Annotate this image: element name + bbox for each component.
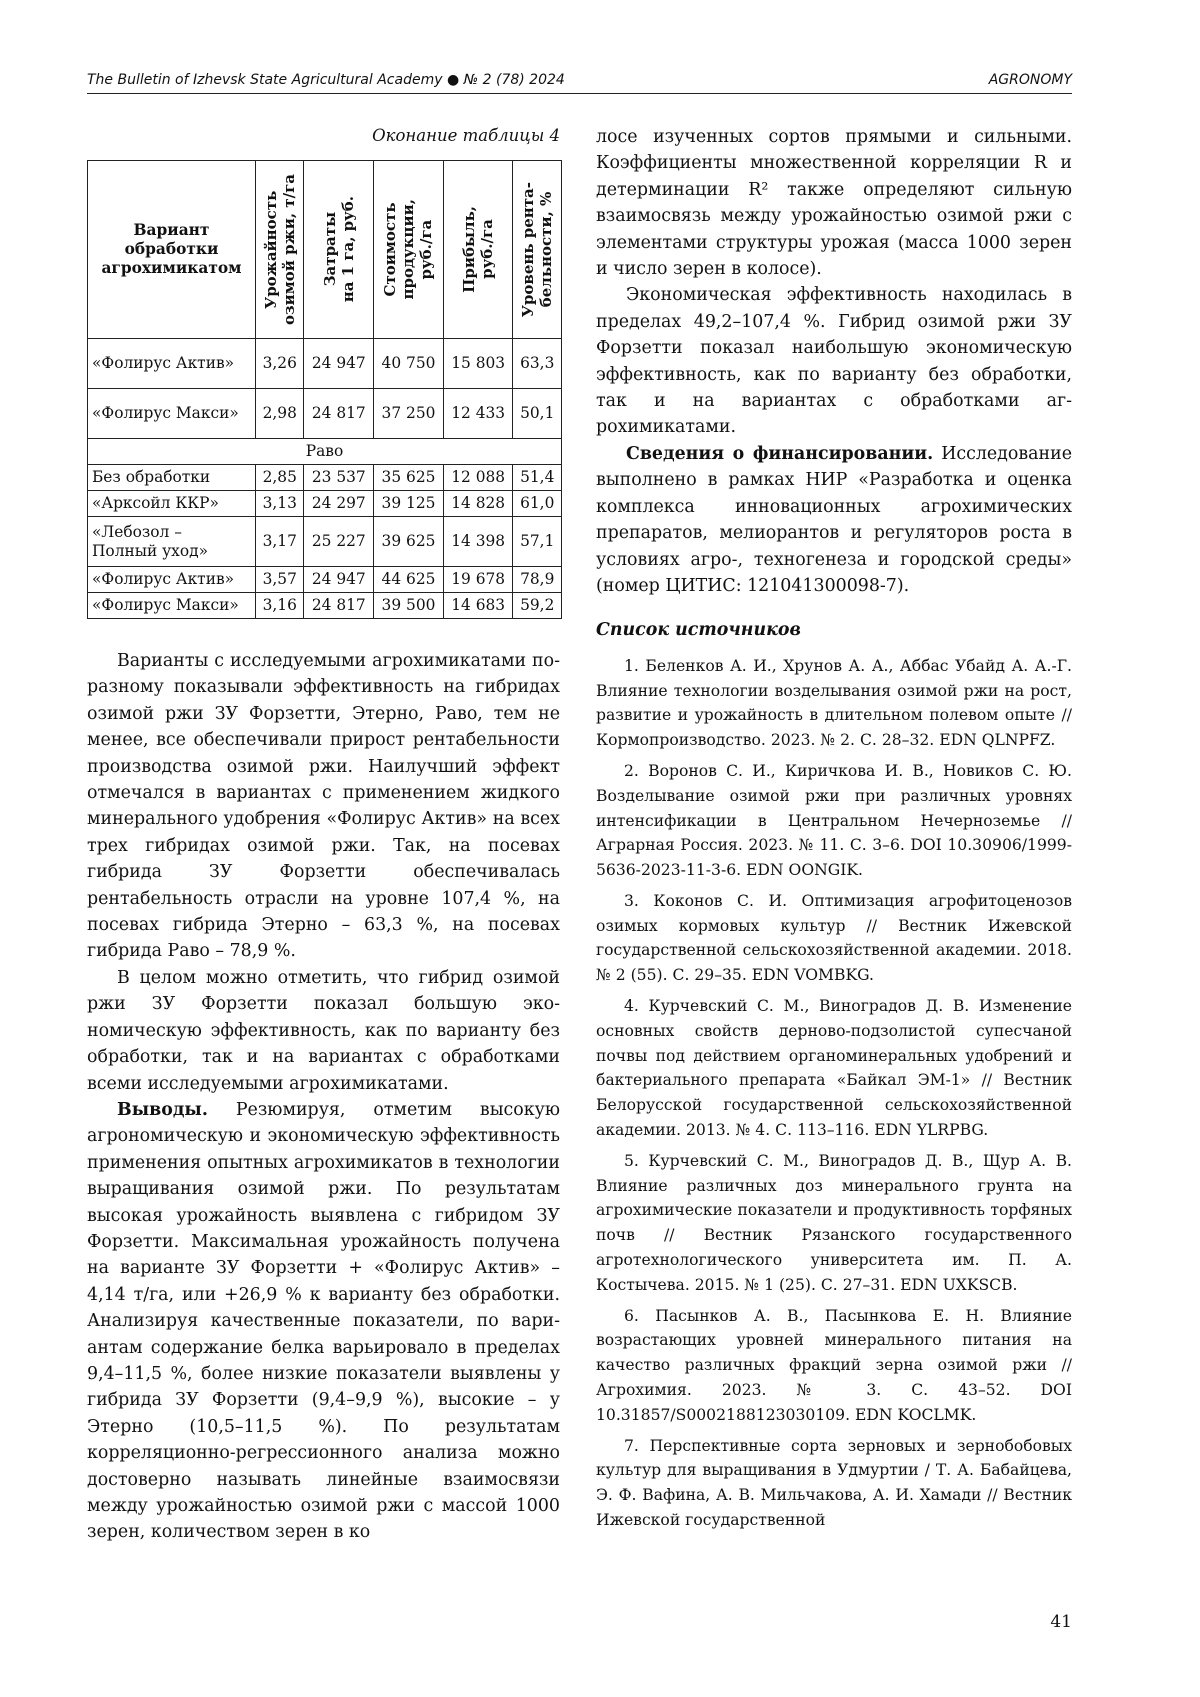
cell-value: 23 537 [304, 465, 374, 491]
paragraph: Экономическая эффективность находилась в пределах 49,2–107,4 %. Гибрид озимой ржи ЗУ Форзетти показал наибольшую экономическую эффективность, как по варианту без обработки, так и на вариантах с обработками агрохимикатами. [596, 285, 1072, 438]
paragraph: лосе изученных сортов прямыми и сильными. Коэффициенты множественной корреляции R и детерминации R² также определяют сильную взаимосвязь между урожайностью озимой ржи с элементами структуры урожая (масса 1000 зерен и число зерен в колосе). [596, 127, 1072, 280]
funding-heading: Сведения о финансировании. [626, 443, 934, 464]
cell-value: 44 625 [374, 567, 444, 593]
cell-value: 2,85 [256, 465, 304, 491]
cell-variant: «Лебозол – Полный уход» [88, 517, 256, 567]
paragraph: В целом можно отметить, что гибрид озимой ржи ЗУ Форзетти показал большую экономическую эффективность, как по варианту без обработки, так и на вариантах с обработками всеми исследуемыми агрохимикатами. [87, 967, 560, 1094]
cell-value: 40 750 [374, 339, 444, 389]
cell-variant: «Фолирус Макси» [88, 593, 256, 619]
header-variant: Вариант обработки агрохимикатом [88, 161, 256, 339]
data-table [87, 160, 562, 619]
cell-value: 3,16 [256, 593, 304, 619]
section-name: AGRONOMY [988, 72, 1072, 88]
cell-value: 39 125 [374, 491, 444, 517]
cell-value: 12 088 [443, 465, 513, 491]
cell-value: 24 817 [304, 389, 374, 439]
right-column [596, 124, 1072, 1539]
cell-value: 14 398 [443, 517, 513, 567]
cell-value: 61,0 [513, 491, 562, 517]
cell-value: 24 817 [304, 593, 374, 619]
cell-value: 15 803 [443, 339, 513, 389]
table-row [88, 339, 562, 389]
cell-variant: Без обработки [88, 465, 256, 491]
page-number: 41 [1050, 1612, 1072, 1632]
table-row [88, 593, 562, 619]
conclusions-heading: Выводы. [117, 1099, 208, 1120]
cell-value: 19 678 [443, 567, 513, 593]
table-row [88, 491, 562, 517]
cell-value: 63,3 [513, 339, 562, 389]
cell-value: 24 297 [304, 491, 374, 517]
cell-variant: «Арксойл ККР» [88, 491, 256, 517]
cell-value: 3,26 [256, 339, 304, 389]
header-yield: Урожайность озимой ржи, т/га [256, 161, 304, 339]
cell-value: 14 683 [443, 593, 513, 619]
reference-item: 1. Беленков А. И., Хрунов А. А., Аббас Убайд А. А.-Г. Влияние технологии возделывания озимой ржи на рост, развитие и урожайность в длительном полевом опыте // Кормопроизводство. 2023. № 2. С. 28–32. EDN QLNPFZ. [596, 656, 1072, 750]
reference-item: 4. Курчевский С. М., Виноградов Д. В. Изменение основных свойств дерново-подзолистой супесчаной почвы под действием органоминеральных удобрений и бактериального препарата «Байкал ЭМ-1» // Вестник Белорусской государственной сельскохозяйственной академии. 2013. № 4. С. 113–116. EDN YLRPBG. [596, 997, 1072, 1140]
cell-value: 35 625 [374, 465, 444, 491]
cell-variant: «Фолирус Макси» [88, 389, 256, 439]
conclusions-text: Резюмируя, отметим высокую агрономическую и экономическую эффективность применения опытных агрохимикатов в технологии выращивания озимой ржи. По результатам высокая урожайность выявлена с гибридом ЗУ Форзетти. Максимальная урожайность получена на варианте ЗУ Форзетти + «Фолирус Актив» – 4,14 т/га, или +26,9 % к варианту без обработки. Анализируя качественные показатели, по вариантам содержание белка варьировало в пределах 9,4–11,5 %, более низкие показатели выявлены у гибрида ЗУ Форзетти (9,4–9,9 %), высокие – у Этерно (10,5–11,5 %). По результатам корреляционно-регрессионного анализа можно достоверно называть линейные взаимосвязи между урожайностью озимой ржи с массой 1000 зерен, количеством зерен в ко [87, 1099, 560, 1543]
conclusions-paragraph [87, 1097, 560, 1546]
table-row [88, 389, 562, 439]
journal-title: The Bulletin of Izhevsk State Agricultural Academy ● № 2 (78) 2024 [87, 72, 565, 88]
header-profit: Прибыль, руб./га [443, 161, 513, 339]
reference-item: 5. Курчевский С. М., Виноградов Д. В., Щур А. В. Влияние различных доз минерального грунта на агрохимические показатели и продуктивность торфяных почв // Вестник Рязанского государственного агротехнологического университета им. П. А. Костычева. 2015. № 1 (25). С. 27–31. EDN UXKSCB. [596, 1151, 1072, 1294]
reference-item: 6. Пасынков А. В., Пасынкова Е. Н. Влияние возрастающих уровней минерального питания на качество различных фракций зерна озимой ржи // Агрохимия. 2023. № 3. С. 43–52. DOI 10.31857/S0002188123030109. EDN KOCLMK. [596, 1306, 1072, 1424]
cell-value: 25 227 [304, 517, 374, 567]
reference-item: 3. Коконов С. И. Оптимизация агрофитоценозов озимых кормовых культур // Вестник Ижевской государственной сельскохозяйственной академии. 2018. № 2 (55). С. 29–35. EDN VOMBKG. [596, 891, 1072, 985]
reference-item: 7. Перспективные сорта зерновых и зернобобовых культур для выращивания в Удмуртии / Т. А. Бабайцева, Э. Ф. Вафина, А. В. Мильчакова, А. И. Хамади // Вестник Ижевской государственной [596, 1436, 1072, 1530]
left-column [87, 648, 560, 1546]
cell-value: 3,57 [256, 567, 304, 593]
cell-value: 2,98 [256, 389, 304, 439]
cell-value: 3,13 [256, 491, 304, 517]
table-header-row [88, 161, 562, 339]
table-subheader-row [88, 439, 562, 465]
cell-value: 57,1 [513, 517, 562, 567]
header-profitability: Уровень рента- бельности, % [513, 161, 562, 339]
header-costs: Затраты на 1 га, руб. [304, 161, 374, 339]
cell-value: 51,4 [513, 465, 562, 491]
hybrid-subheader: Раво [88, 439, 562, 465]
cell-variant: «Фолирус Актив» [88, 339, 256, 389]
cell-value: 24 947 [304, 567, 374, 593]
references-title: Список источников [596, 620, 801, 641]
reference-item: 2. Воронов С. И., Киричкова И. В., Новиков С. Ю. Возделывание озимой ржи при различных уровнях интенсификации в Центральном Нечерноземье // Аграрная Россия. 2023. № 11. С. 3–6. DOI 10.30906/1999-5636-2023-11-3-6. EDN OONGIK. [596, 761, 1072, 880]
cell-value: 59,2 [513, 593, 562, 619]
cell-value: 3,17 [256, 517, 304, 567]
funding-text: Исследование выполнено в рамках НИР «Разработка и оценка комплекса инновационных агрохимических препаратов, мелиорантов и регуляторов роста в условиях агро-, техногенеза и городской среды» (номер ЦИТИС: 121041300098-7). [596, 443, 1072, 596]
cell-value: 12 433 [443, 389, 513, 439]
table-row [88, 517, 562, 567]
funding-paragraph [596, 441, 1072, 599]
table-row [88, 567, 562, 593]
cell-value: 24 947 [304, 339, 374, 389]
running-header [87, 70, 1072, 94]
table-caption: Оконание таблицы 4 [372, 126, 560, 145]
paragraph: Варианты с исследуемыми агрохимикатами по-разному показывали эффективность на гибридах озимой ржи ЗУ Форзетти, Этерно, Раво, тем не менее, все обеспечивали прирост рентабельности производства озимой ржи. Наилучший эффект отмечался в вариантах с применением жидкого минерального удобрения «Фолирус Актив» на всех трех гибридах озимой ржи. Так, на посевах гибрида ЗУ Форзетти обеспечивалась рентабельность отрасли на уровне 107,4 %, на посевах гибрида Этерно – 63,3 %, на посевах гибрида Раво – 78,9 %. [87, 651, 560, 962]
cell-value: 37 250 [374, 389, 444, 439]
cell-value: 39 625 [374, 517, 444, 567]
cell-value: 50,1 [513, 389, 562, 439]
header-value: Стоимость продукции, руб./га [374, 161, 444, 339]
cell-value: 39 500 [374, 593, 444, 619]
table-row [88, 465, 562, 491]
cell-value: 14 828 [443, 491, 513, 517]
cell-value: 78,9 [513, 567, 562, 593]
cell-variant: «Фолирус Актив» [88, 567, 256, 593]
